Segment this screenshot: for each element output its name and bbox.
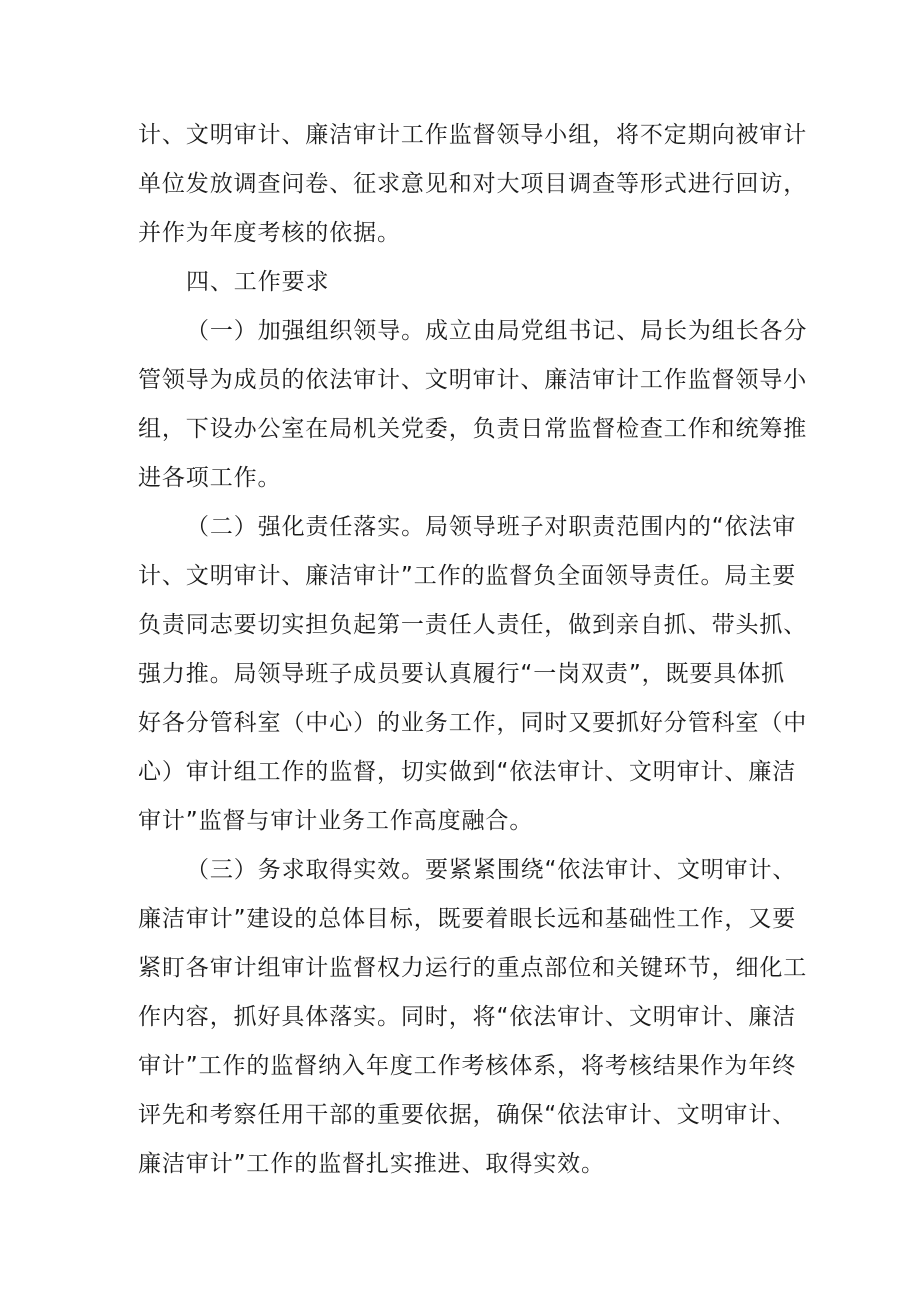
line-text: 计、文明审计、廉洁审计”工作的监督负全面领导责任。局主要 xyxy=(138,563,797,589)
line-text: 单位发放调查问卷、征求意见和对大项目调查等形式进行回访， xyxy=(138,171,808,197)
line-text: （二）强化责任落实。局领导班子对职责范围内的“依法审 xyxy=(186,514,797,540)
text-line xyxy=(0,654,920,694)
line-text: 廉洁审计”工作的监督扎实推进、取得实效。 xyxy=(138,1151,605,1177)
text-line xyxy=(0,360,920,400)
text-line xyxy=(0,948,920,988)
text-line xyxy=(0,899,920,939)
text-line xyxy=(0,850,920,890)
text-line xyxy=(0,703,920,743)
line-text: （一）加强组织领导。成立由局党组书记、局长为组长各分 xyxy=(186,318,808,344)
text-line xyxy=(0,801,920,841)
line-text: 负责同志要切实担负起第一责任人责任，做到亲自抓、带头抓、 xyxy=(138,612,808,638)
section-heading xyxy=(0,262,920,302)
line-text: 评先和考察任用干部的重要依据，确保“依法审计、文明审计、 xyxy=(138,1102,797,1128)
line-text: 紧盯各审计组审计监督权力运行的重点部位和关键环节，细化工 xyxy=(138,955,808,981)
line-text: 作内容，抓好具体落实。同时，将“依法审计、文明审计、廉洁 xyxy=(138,1004,797,1030)
line-text: 管领导为成员的依法审计、文明审计、廉洁审计工作监督领导小 xyxy=(138,367,808,393)
text-line xyxy=(0,507,920,547)
text-line xyxy=(0,213,920,253)
line-text: 进各项工作。 xyxy=(138,465,282,491)
text-line xyxy=(0,997,920,1037)
text-line xyxy=(0,115,920,155)
line-text: （三）务求取得实效。要紧紧围绕“依法审计、文明审计、 xyxy=(186,857,797,883)
text-line xyxy=(0,1144,920,1184)
text-line xyxy=(0,1046,920,1086)
line-text: 廉洁审计”建设的总体目标，既要着眼长远和基础性工作，又要 xyxy=(138,906,797,932)
text-line xyxy=(0,752,920,792)
line-text: 计、文明审计、廉洁审计工作监督领导小组，将不定期向被审计 xyxy=(138,122,808,148)
line-text: 审计”监督与审计业务工作高度融合。 xyxy=(138,808,534,834)
line-text: 审计”工作的监督纳入年度工作考核体系，将考核结果作为年终 xyxy=(138,1053,797,1079)
text-line xyxy=(0,409,920,449)
text-line xyxy=(0,1095,920,1135)
line-text: 心）审计组工作的监督，切实做到“依法审计、文明审计、廉洁 xyxy=(138,759,797,785)
text-line xyxy=(0,605,920,645)
text-line xyxy=(0,556,920,596)
text-line xyxy=(0,311,920,351)
text-line xyxy=(0,458,920,498)
line-text: 强力推。局领导班子成员要认真履行“一岗双责”，既要具体抓 xyxy=(138,661,786,687)
text-line xyxy=(0,164,920,204)
line-text: 并作为年度考核的依据。 xyxy=(138,220,401,246)
line-text: 好各分管科室（中心）的业务工作，同时又要抓好分管科室（中 xyxy=(138,710,808,736)
section-heading-text: 四、工作要求 xyxy=(186,269,330,295)
line-text: 组，下设办公室在局机关党委，负责日常监督检查工作和统筹推 xyxy=(138,416,808,442)
